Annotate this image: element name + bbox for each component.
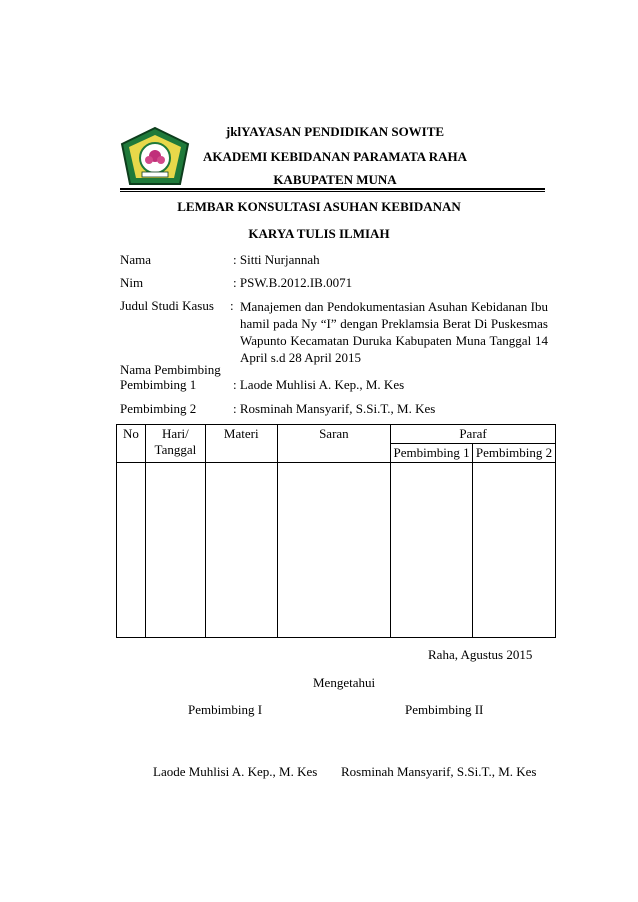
col-paraf-header: Paraf bbox=[391, 425, 556, 444]
pembimbing2-label: Pembimbing 2 bbox=[120, 401, 197, 416]
table-row bbox=[117, 463, 556, 638]
col-no-header: No bbox=[117, 425, 146, 463]
mengetahui-label: Mengetahui bbox=[313, 675, 376, 690]
regency-name: KABUPATEN MUNA bbox=[273, 172, 397, 187]
judul-colon: : bbox=[230, 298, 234, 313]
pembimbing-ii-label: Pembimbing II bbox=[405, 702, 484, 717]
pembimbing1-label: Pembimbing 1 bbox=[120, 377, 197, 392]
col-pembimbing1-header: Pembimbing 1 bbox=[391, 444, 473, 463]
nama-label: Nama bbox=[120, 252, 152, 267]
nama-value: : Sitti Nurjannah bbox=[233, 252, 320, 267]
header-rule-thick bbox=[120, 188, 545, 190]
table-cell bbox=[117, 463, 146, 638]
table-cell bbox=[277, 463, 390, 638]
nim-value: : PSW.B.2012.IB.0071 bbox=[233, 275, 353, 290]
table-cell bbox=[391, 463, 473, 638]
signature-pembimbing-2: Rosminah Mansyarif, S.Si.T., M. Kes bbox=[341, 764, 537, 779]
pembimbing2-value: : Rosminah Mansyarif, S.Si.T., M. Kes bbox=[233, 401, 436, 416]
nama-pembimbing-label: Nama Pembimbing bbox=[120, 362, 221, 377]
pembimbing1-value: : Laode Muhlisi A. Kep., M. Kes bbox=[233, 377, 405, 392]
signature-pembimbing-1: Laode Muhlisi A. Kep., M. Kes bbox=[153, 764, 318, 779]
col-saran-header: Saran bbox=[277, 425, 390, 463]
table-cell bbox=[473, 463, 556, 638]
table-cell bbox=[145, 463, 205, 638]
col-materi-header: Materi bbox=[205, 425, 277, 463]
document-title: LEMBAR KONSULTASI ASUHAN KEBIDANAN bbox=[177, 199, 461, 214]
place-date: Raha, Agustus 2015 bbox=[428, 647, 533, 662]
pembimbing-i-label: Pembimbing I bbox=[188, 702, 263, 717]
header-rule-thin bbox=[120, 191, 545, 192]
consultation-table bbox=[116, 424, 556, 638]
table-cell bbox=[205, 463, 277, 638]
foundation-name: jklYAYASAN PENDIDIKAN SOWITE bbox=[225, 124, 445, 139]
judul-label: Judul Studi Kasus bbox=[120, 298, 214, 313]
judul-value: Manajemen dan Pendokumentasian Asuhan Kebidanan Ibu hamil pada Ny “I” dengan Preklamsia Berat Di Puskesmas Wapunto Kecamatan Duruka Kabupaten Muna Tanggal 14 April s.d 28 April 2015 bbox=[240, 299, 548, 365]
col-pembimbing2-header: Pembimbing 2 bbox=[473, 444, 556, 463]
col-hari-header: Hari/ Tanggal bbox=[145, 425, 205, 463]
document-subtitle: KARYA TULIS ILMIAH bbox=[248, 226, 390, 241]
academy-name: AKADEMI KEBIDANAN PARAMATA RAHA bbox=[203, 149, 467, 164]
nim-label: Nim bbox=[120, 275, 144, 290]
